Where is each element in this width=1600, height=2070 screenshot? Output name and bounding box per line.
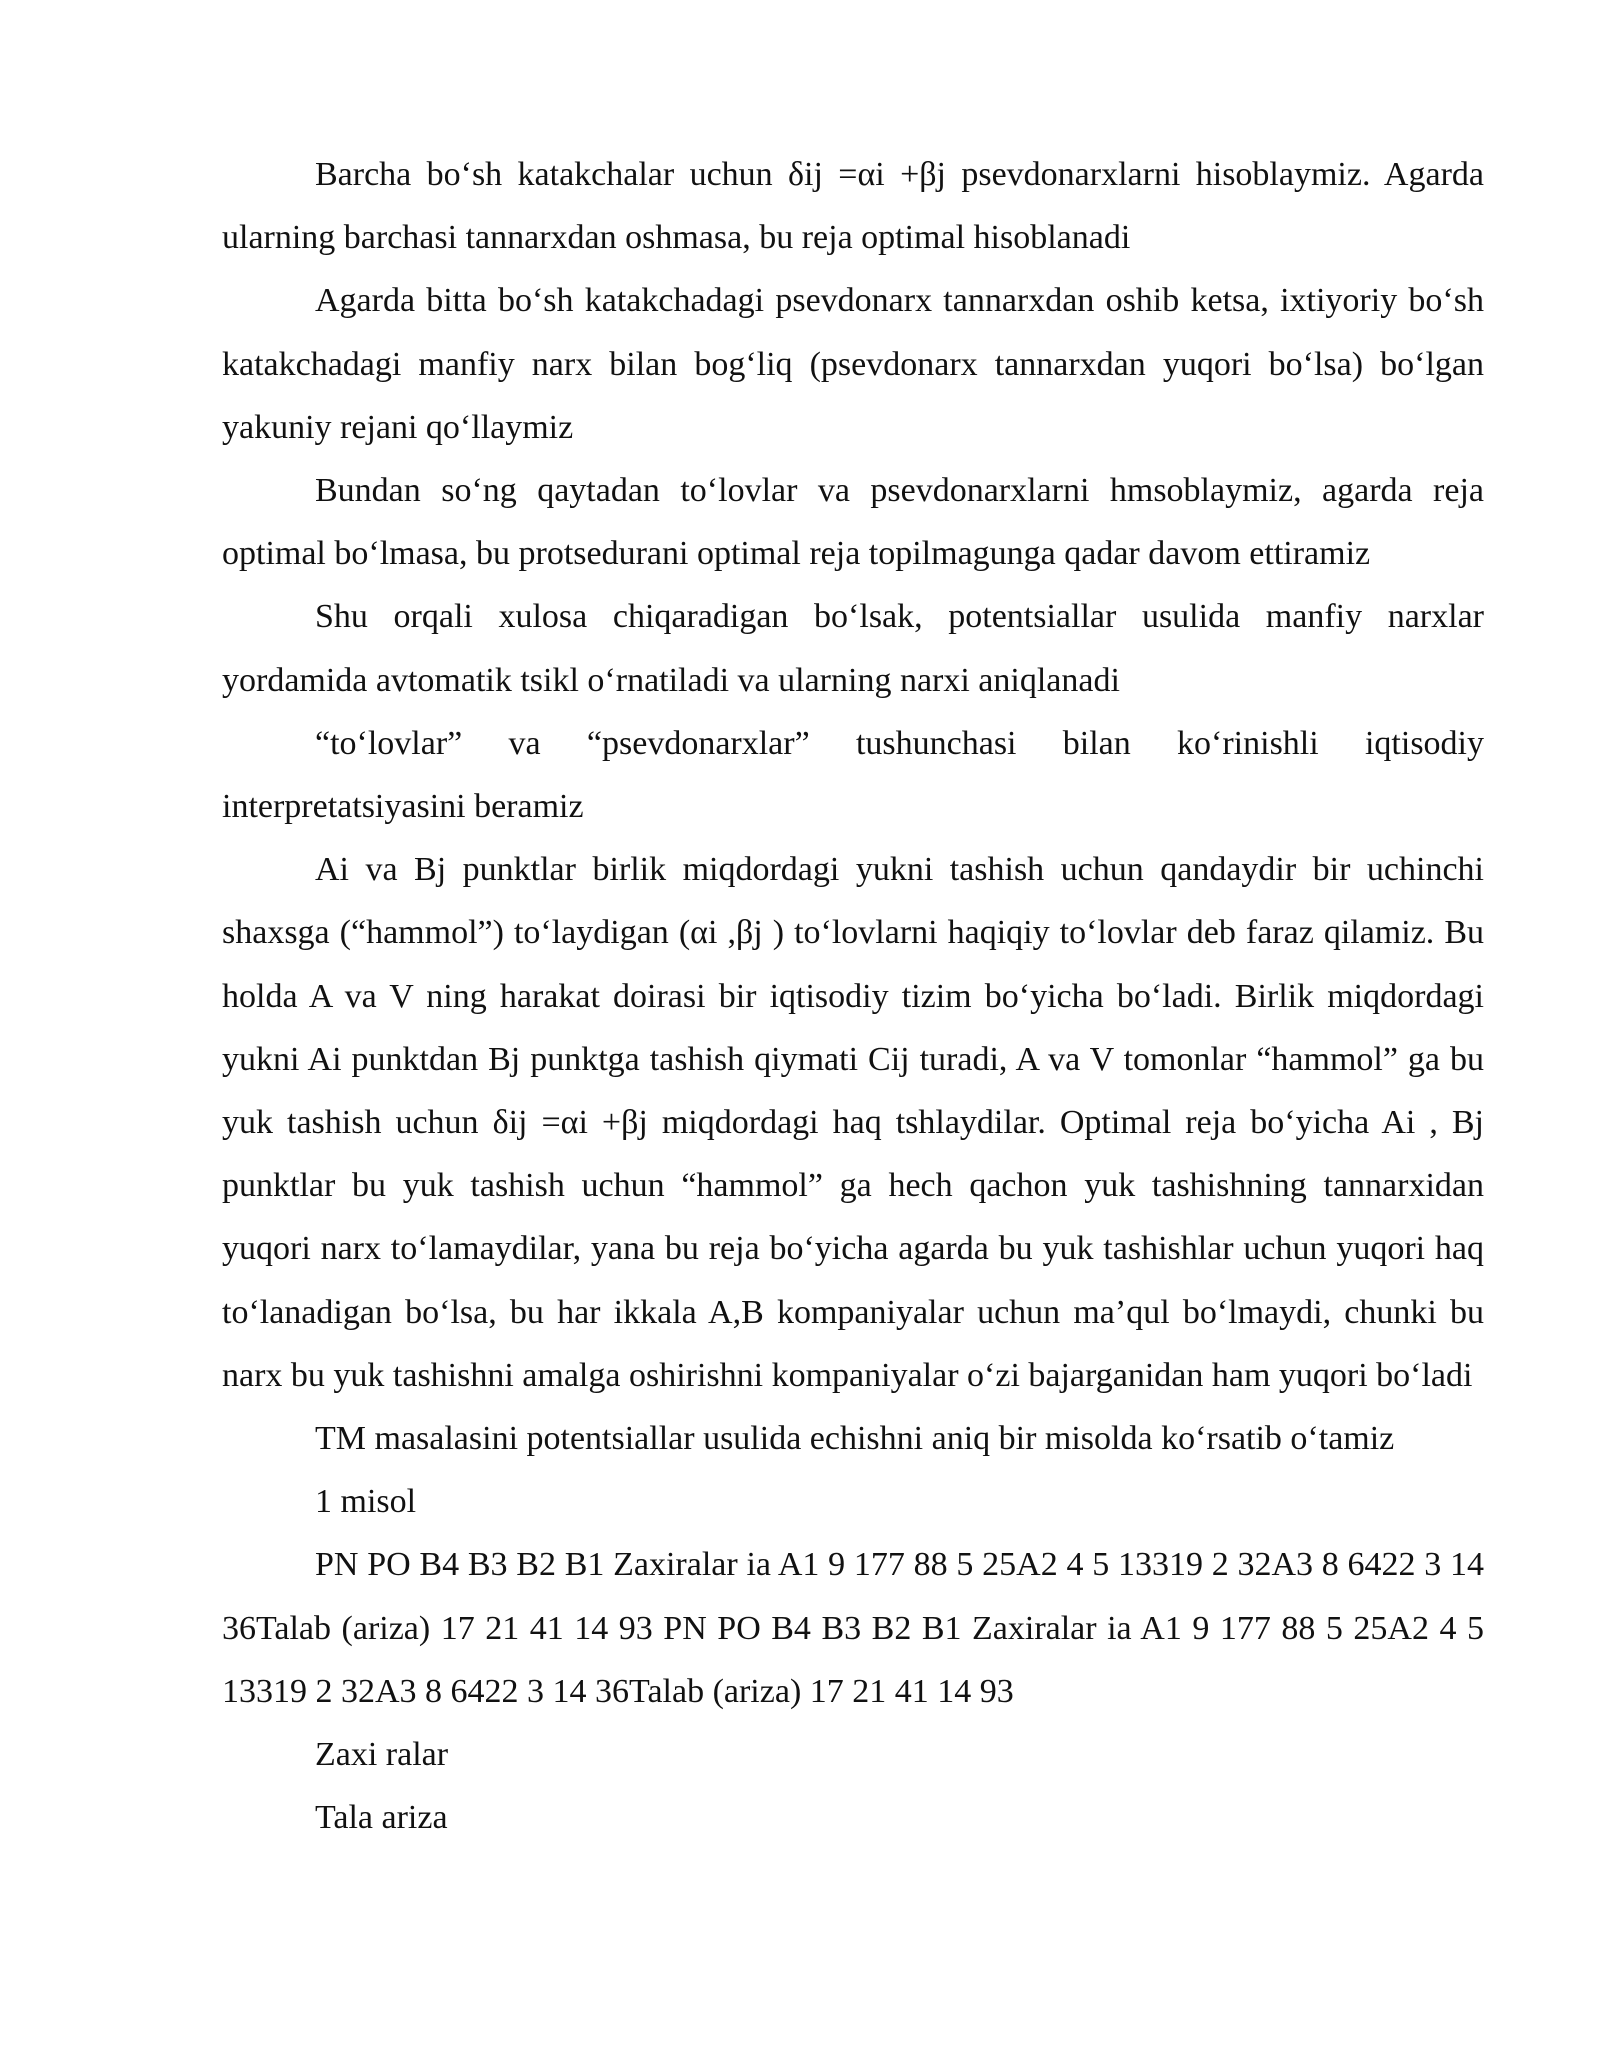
paragraph-example-number: 1 misol xyxy=(315,1483,417,1521)
paragraph-negative-price: Agarda bitta bo‘sh katakchadagi psevdonarx tannarxdan oshib ketsa, ixtiyoriy bo‘sh katakchadagi manfiy narx bilan bog‘liq (psevdonarx tannarxdan yuqori bo‘lsa) bo‘lgan yakuniy rejani qo‘llaymiz xyxy=(222,282,1484,446)
paragraph-reserves-label: Zaxi ralar xyxy=(315,1736,449,1774)
paragraph-pseudoprices-check: Barcha bo‘sh katakchalar uchun δij =αi +βj psevdonarxlarni hisoblaymiz. Agarda ularning barchasi tannarxdan oshmasa, bu reja optimal hisoblanadi xyxy=(222,156,1484,257)
document-page xyxy=(222,143,1484,1849)
paragraph-interpretation: “to‘lovlar” va “psevdonarxlar” tushunchasi bilan ko‘rinishli iqtisodiy interpretatsiyasini beramiz xyxy=(222,724,1484,826)
paragraph-economic-example: Ai va Bj punktlar birlik miqdordagi yukni tashish uchun qandaydir bir uchinchi shaxsga (“hammol”) to‘laydigan (αi ,βj ) to‘lovlarni haqiqiy to‘lovlar deb faraz qilamiz. Bu holda A va V ning harakat doirasi bir iqtisodiy tizim bo‘yicha bo‘ladi. Birlik miqdordagi yukni Ai punktdan Bj punktga tashish qiymati Cij turadi, A va V tomonlar “hammol” ga bu yuk tashish uchun δij =αi +βj miqdordagi haq tshlaydilar. Optimal reja bo‘yicha Ai , Bj punktlar bu yuk tashish uchun “hammol” ga hech qachon yuk tashishning tannarxidan yuqori narx to‘lamaydilar, yana bu reja bo‘yicha agarda bu yuk tashishlar uchun yuqori haq to‘lanadigan bo‘lsa, bu har ikkala A,B kompaniyalar uchun ma’qul bo‘lmaydi, chunki bu narx bu yuk tashishni amalga oshirishni kompaniyalar o‘zi bajarganidan ham yuqori bo‘ladi xyxy=(222,851,1484,1394)
paragraph-repeat-procedure: Bundan so‘ng qaytadan to‘lovlar va psevdonarxlarni hmsoblaymiz, agarda reja optimal bo‘lmasa, bu protsedurani optimal reja topilmagunga qadar davom ettiramiz xyxy=(222,472,1484,573)
paragraph-table-data: PN PO B4 B3 B2 B1 Zaxiralar ia A1 9 177 88 5 25A2 4 5 13319 2 32A3 8 6422 3 14 36Talab (ariza) 17 21 41 14 93 PN PO B4 B3 B2 B1 Zaxiralar ia A1 9 177 88 5 25A2 4 5 13319 2 32A3 8 6422 3 14 36Talab (ariza) 17 21 41 14 93 xyxy=(222,1546,1484,1710)
paragraph-example-intro: TM masalasini potentsiallar usulida echishni aniq bir misolda ko‘rsatib o‘tamiz xyxy=(315,1420,1395,1458)
paragraph-demand-label: Tala ariza xyxy=(315,1799,448,1837)
paragraph-conclusion: Shu orqali xulosa chiqaradigan bo‘lsak, potentsiallar usulida manfiy narxlar yordamida avtomatik tsikl o‘rnatiladi va ularning narxi aniqlanadi xyxy=(222,598,1484,699)
